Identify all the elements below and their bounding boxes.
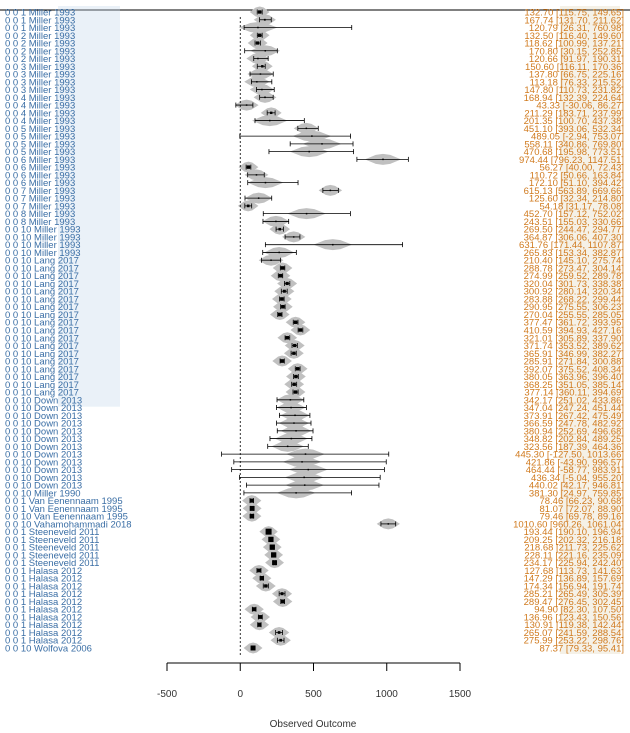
ci-annotation: 234.17 [225.94, 242.40] (523, 558, 624, 570)
point-estimate (291, 438, 293, 440)
point-estimate (265, 50, 267, 52)
study-label: 0 0 4 Miller 1993 (5, 116, 76, 128)
point-estimate (264, 19, 266, 21)
ci-annotation: 120.79 [26.31, 760.98] (528, 23, 624, 35)
ci-annotation: 392.07 [375.52, 408.34] (523, 364, 624, 376)
point-estimate (303, 477, 305, 479)
study-label: 0 0 10 Miller 1990 (5, 488, 81, 500)
ci-annotation: 377.14 [360.11, 394.69] (524, 387, 624, 399)
study-label: 0 0 10 Lang 2017 (5, 325, 79, 337)
ci-annotation: 445.30 [-127.50, 1013.66] (515, 449, 624, 461)
study-label: 0 0 1 Miller 1993 (5, 7, 76, 19)
point-estimate (257, 569, 261, 573)
point-estimate (257, 623, 261, 627)
ci-annotation: 373.91 [267.42, 475.49] (523, 410, 624, 422)
point-estimate (290, 407, 292, 409)
point-estimate (256, 174, 257, 176)
point-estimate (271, 552, 276, 557)
ci-annotation: 87.37 [79.33, 95.41] (539, 643, 624, 655)
point-estimate (275, 221, 277, 223)
ci-annotation: 289.47 [276.45, 302.45] (523, 596, 624, 608)
ci-annotation: 209.25 [202.32, 216.18] (523, 534, 624, 546)
point-estimate (295, 492, 297, 494)
study-label: 0 0 10 Lang 2017 (5, 372, 79, 384)
point-estimate (281, 600, 285, 604)
study-label: 0 0 10 Lang 2017 (5, 379, 79, 391)
ci-annotation: 132.70 [115.75, 149.65] (524, 7, 624, 19)
study-label: 0 0 10 Lang 2017 (5, 356, 79, 368)
ci-annotation: 380.05 [363.96, 396.40] (523, 372, 624, 384)
x-tick-label: 0 (237, 689, 244, 700)
ci-annotation: 365.91 [346.99, 382.27] (523, 348, 624, 360)
study-label: 0 0 10 Lang 2017 (5, 387, 79, 399)
ci-annotation: 167.74 [131.70, 211.62] (524, 15, 624, 27)
study-label: 0 0 2 Miller 1993 (5, 38, 76, 50)
study-label: 0 0 3 Miller 1993 (5, 77, 76, 89)
study-label: 0 0 1 Steeneveld 2011 (5, 558, 100, 570)
point-estimate (311, 135, 313, 137)
ci-annotation: 174.34 [156.94, 191.74] (523, 581, 624, 593)
ci-annotation: 78.46 [66.23, 90.68] (539, 496, 624, 508)
study-label: 0 0 1 Miller 1993 (5, 15, 76, 27)
point-estimate (304, 484, 306, 486)
ci-annotation: 366.59 [247.78, 482.92] (523, 418, 624, 430)
ci-annotation: 380.94 [252.69, 496.68] (523, 426, 624, 438)
point-estimate (295, 430, 297, 432)
point-estimate (257, 58, 259, 60)
ci-annotation: 323.56 [187.39, 464.36] (523, 441, 624, 453)
ci-annotation: 558.11 [340.86, 769.80] (524, 139, 624, 151)
point-estimate (296, 367, 299, 370)
ci-annotation: 56.27 [40.00, 72.43] (539, 162, 624, 174)
ci-annotation: 290.95 [275.55, 306.23] (523, 302, 624, 314)
ci-annotation: 377.47 [361.72, 393.95] (523, 317, 624, 329)
point-estimate (247, 165, 250, 168)
study-label: 0 0 1 Halasa 2012 (5, 612, 83, 624)
study-label: 0 0 6 Miller 1993 (5, 170, 76, 182)
study-label: 0 0 5 Miller 1993 (5, 147, 76, 159)
ci-annotation: 120.66 [91.97, 190.31] (528, 54, 624, 66)
study-label: 0 0 4 Miller 1993 (5, 108, 76, 120)
ci-annotation: 283.88 [268.22, 299.44] (523, 294, 624, 306)
study-label: 0 0 7 Miller 1993 (5, 185, 76, 197)
ci-annotation: 470.68 [195.98, 773.51] (523, 147, 624, 159)
point-estimate (252, 607, 256, 611)
study-label: 0 0 2 Miller 1993 (5, 30, 76, 42)
study-label: 0 0 10 Lang 2017 (5, 348, 79, 360)
point-estimate (294, 375, 297, 378)
point-estimate (293, 383, 296, 386)
ci-annotation: 94.90 [82.30, 107.50] (534, 604, 624, 616)
point-estimate (270, 112, 272, 114)
point-estimate (332, 244, 334, 246)
point-estimate (286, 282, 289, 285)
study-label: 0 0 8 Miller 1993 (5, 209, 76, 221)
point-estimate (286, 336, 289, 339)
study-label: 0 0 5 Miller 1993 (5, 123, 76, 135)
ci-annotation: 436.34 [-5.04, 955.20] (531, 472, 624, 484)
point-estimate (264, 584, 267, 587)
study-label: 0 0 10 Van Eenennaam 1995 (5, 511, 128, 523)
study-label: 0 0 10 Lang 2017 (5, 255, 79, 267)
ci-annotation: 348.82 [202.84, 489.25] (523, 434, 624, 446)
ci-annotation: 228.11 [221.16, 235.09] (524, 550, 624, 562)
point-estimate (308, 151, 310, 153)
ci-annotation: 218.68 [211.73, 225.62] (524, 542, 624, 554)
ci-annotation: 421.86 [-43.90, 996.57] (525, 457, 624, 469)
point-estimate (293, 422, 295, 424)
ci-annotation: 368.25 [351.05, 385.14] (523, 379, 624, 391)
study-label: 0 0 2 Miller 1993 (5, 46, 76, 58)
ci-annotation: 54.18 [31.17, 78.08] (539, 201, 624, 213)
point-estimate (250, 514, 255, 519)
point-estimate (260, 73, 262, 75)
study-label: 0 0 10 Down 2013 (5, 472, 83, 484)
point-estimate (293, 236, 295, 238)
ci-annotation: 285.91 [271.84, 300.88] (523, 356, 624, 368)
point-estimate (388, 523, 390, 525)
ci-annotation: 274.99 [259.52, 289.78] (523, 271, 624, 283)
study-label: 0 0 10 Down 2013 (5, 465, 83, 477)
study-label: 0 0 1 Halasa 2012 (5, 581, 83, 593)
point-estimate (258, 34, 261, 37)
point-estimate (272, 560, 277, 565)
ci-annotation: 136.96 [123.43, 150.56] (523, 612, 624, 624)
point-estimate (306, 213, 308, 215)
study-label: 0 0 10 Down 2013 (5, 449, 83, 461)
point-estimate (258, 10, 261, 13)
x-axis-title: Observed Outcome (269, 719, 357, 730)
study-label: 0 0 1 Halasa 2012 (5, 627, 83, 639)
point-estimate (250, 506, 255, 511)
x-tick-label: 500 (305, 689, 322, 700)
ci-annotation: 172.10 [51.10, 394.42] (528, 178, 624, 190)
ci-annotation: 170.80 [30.15, 252.85] (528, 46, 624, 58)
study-label: 0 0 1 Steeneveld 2011 (5, 534, 100, 546)
point-estimate (257, 27, 259, 29)
study-label: 0 0 1 Steeneveld 2011 (5, 527, 100, 539)
ci-annotation: 364.87 [306.06, 407.30] (523, 232, 624, 244)
point-estimate (283, 290, 286, 293)
point-estimate (256, 41, 259, 44)
point-estimate (306, 128, 308, 130)
study-label: 0 0 10 Lang 2017 (5, 278, 79, 290)
study-label: 0 0 8 Miller 1993 (5, 216, 76, 228)
study-label: 0 0 10 Vahamohammadi 2018 (5, 519, 132, 531)
study-label: 0 0 1 Halasa 2012 (5, 573, 83, 585)
study-label: 0 0 1 Halasa 2012 (5, 589, 83, 601)
ci-annotation: 118.62 [100.99, 137.21] (524, 38, 624, 50)
point-estimate (258, 615, 262, 619)
ci-annotation: 615.13 [563.89, 669.66] (523, 185, 624, 197)
study-label: 0 0 10 Miller 1993 (5, 224, 81, 236)
study-label: 0 0 10 Miller 1993 (5, 232, 81, 244)
study-label: 0 0 10 Down 2013 (5, 426, 83, 438)
ci-annotation: 193.44 [190.10, 196.94] (523, 527, 624, 539)
study-label: 0 0 1 Halasa 2012 (5, 620, 83, 632)
ci-annotation: 125.60 [32.34, 214.80] (528, 193, 624, 205)
study-label: 0 0 1 Van Eenennaam 1995 (5, 496, 123, 508)
ci-annotation: 211.29 [183.71, 237.99] (524, 108, 624, 120)
study-label: 0 0 10 Down 2013 (5, 441, 83, 453)
study-label: 0 0 10 Lang 2017 (5, 286, 79, 298)
study-label: 0 0 10 Lang 2017 (5, 271, 79, 283)
study-label: 0 0 10 Miller 1993 (5, 240, 81, 252)
ci-annotation: 381.30 [24.97, 759.85] (528, 488, 624, 500)
point-estimate (260, 576, 264, 580)
study-label: 0 0 10 Lang 2017 (5, 317, 79, 329)
point-estimate (305, 453, 307, 455)
ci-annotation: 410.59 [394.93, 427.16] (523, 325, 624, 337)
point-estimate (292, 352, 295, 355)
study-label: 0 0 1 Halasa 2012 (5, 635, 83, 647)
ci-annotation: 168.94 [132.39, 224.64] (523, 92, 624, 104)
study-label: 0 0 1 Van Eenennaam 1995 (5, 503, 123, 515)
ci-annotation: 342.17 [251.02, 433.86] (523, 395, 624, 407)
study-label: 0 0 4 Miller 1993 (5, 92, 76, 104)
ci-annotation: 150.60 [116.11, 170.36] (525, 61, 624, 73)
point-estimate (279, 639, 282, 642)
ci-annotation: 440.02 [42.17, 946.81] (528, 480, 624, 492)
study-label: 0 0 1 Halasa 2012 (5, 604, 83, 616)
study-label: 0 0 10 Down 2013 (5, 457, 83, 469)
point-estimate (382, 159, 384, 161)
ci-annotation: 132.50 [116.40, 149.60] (524, 30, 624, 42)
study-label: 0 0 10 Wolfova 2006 (5, 643, 92, 655)
study-label: 0 0 3 Miller 1993 (5, 61, 76, 73)
point-estimate (270, 259, 272, 261)
ci-annotation: 347.04 [247.24, 451.44] (523, 403, 624, 415)
ci-annotation: 270.04 [255.55, 285.05] (523, 309, 624, 321)
ci-annotation: 201.35 [100.70, 437.38] (523, 116, 624, 128)
study-label: 0 0 10 Lang 2017 (5, 302, 79, 314)
ci-annotation: 79.46 [69.78, 89.16] (539, 511, 624, 523)
ci-annotation: 137.80 [66.75, 225.16] (528, 69, 624, 81)
study-label: 0 0 1 Steeneveld 2011 (5, 542, 100, 554)
study-label: 0 0 5 Miller 1993 (5, 139, 76, 151)
point-estimate (290, 399, 292, 401)
ci-annotation: 43.33 [-30.06, 86.27] (536, 100, 624, 112)
point-estimate (270, 545, 275, 550)
point-estimate (278, 631, 281, 634)
point-estimate (280, 359, 284, 363)
study-label: 0 0 1 Halasa 2012 (5, 565, 83, 577)
ci-annotation: 243.51 [155.03, 330.66] (523, 216, 624, 228)
point-estimate (251, 646, 256, 651)
study-label: 0 0 10 Lang 2017 (5, 263, 79, 275)
ci-annotation: 288.78 [273.47, 304.14] (523, 263, 624, 275)
study-label: 0 0 6 Miller 1993 (5, 178, 76, 190)
study-label: 0 0 10 Lang 2017 (5, 294, 79, 306)
x-tick-label: -500 (156, 689, 178, 700)
ci-annotation: 269.50 [244.47, 294.77] (523, 224, 624, 236)
point-estimate (281, 266, 285, 270)
point-estimate (280, 297, 284, 301)
point-estimate (299, 328, 302, 331)
point-estimate (293, 344, 296, 347)
study-label: 0 0 1 Halasa 2012 (5, 596, 83, 608)
study-label: 0 0 10 Lang 2017 (5, 309, 79, 321)
x-tick-label: 1500 (448, 689, 472, 700)
study-label: 0 0 10 Down 2013 (5, 480, 83, 492)
x-tick-label: 1000 (375, 689, 398, 700)
ci-annotation: 464.44 [-58.77, 983.91] (525, 465, 624, 477)
study-label: 0 0 10 Down 2013 (5, 418, 83, 430)
point-estimate (268, 537, 273, 542)
point-estimate (278, 228, 281, 231)
ci-annotation: 127.68 [113.73, 141.63] (524, 565, 624, 577)
point-estimate (269, 120, 271, 122)
point-estimate (301, 461, 303, 463)
study-label: 0 0 10 Down 2013 (5, 410, 83, 422)
point-estimate (294, 321, 297, 324)
ci-annotation: 631.76 [171.44, 1107.87] (519, 240, 624, 252)
study-label: 0 0 2 Miller 1993 (5, 54, 76, 66)
ci-annotation: 147.29 [136.89, 157.69] (523, 573, 624, 585)
ci-annotation: 489.05 [-2.94, 753.07] (531, 131, 624, 143)
point-estimate (330, 190, 332, 192)
study-label: 0 0 10 Lang 2017 (5, 341, 79, 353)
point-estimate (247, 205, 250, 208)
study-label: 0 0 6 Miller 1993 (5, 162, 76, 174)
ci-annotation: 147.80 [110.73, 231.82] (524, 85, 624, 97)
point-estimate (321, 143, 323, 145)
ci-annotation: 300.92 [280.14, 320.34] (523, 286, 624, 298)
study-label: 0 0 4 Miller 1993 (5, 100, 76, 112)
point-estimate (261, 65, 263, 67)
ci-annotation: 451.10 [393.06, 532.34] (523, 123, 624, 135)
study-label: 0 0 10 Down 2013 (5, 395, 83, 407)
study-label: 0 0 7 Miller 1993 (5, 193, 76, 205)
study-label: 0 0 10 Down 2013 (5, 434, 83, 446)
point-estimate (287, 446, 289, 448)
point-estimate (281, 305, 285, 309)
ci-annotation: 974.44 [796.23, 1147.51] (519, 154, 624, 166)
ci-annotation: 113.18 [76.33, 215.52] (529, 77, 624, 89)
ci-annotation: 320.04 [301.73, 338.38] (523, 278, 624, 290)
study-label: 0 0 1 Miller 1993 (5, 23, 76, 35)
study-label: 0 0 7 Miller 1993 (5, 201, 76, 213)
point-estimate (294, 415, 296, 417)
ci-annotation: 275.99 [253.22, 298.76] (523, 635, 624, 647)
point-estimate (266, 529, 272, 535)
ci-annotation: 110.72 [50.66, 163.84] (529, 170, 624, 182)
point-estimate (261, 89, 263, 91)
study-label: 0 0 10 Miller 1993 (5, 247, 81, 259)
study-label: 0 0 10 Down 2013 (5, 403, 83, 415)
ci-annotation: 265.07 [241.59, 288.54] (523, 627, 624, 639)
ci-annotation: 1010.60 [960.26, 1061.04] (513, 519, 624, 531)
study-label: 0 0 1 Steeneveld 2011 (5, 550, 100, 562)
ci-annotation: 130.91 [119.38, 142.44] (524, 620, 624, 632)
ci-annotation: 81.07 [72.07, 88.90] (539, 503, 624, 515)
point-estimate (278, 313, 282, 317)
study-label: 0 0 10 Lang 2017 (5, 333, 79, 345)
point-estimate (258, 197, 260, 199)
point-estimate (294, 390, 297, 393)
ci-annotation: 265.83 [153.34, 382.87] (523, 247, 624, 259)
study-label: 0 0 3 Miller 1993 (5, 69, 76, 81)
study-label: 0 0 6 Miller 1993 (5, 154, 76, 166)
study-label: 0 0 5 Miller 1993 (5, 131, 76, 143)
point-estimate (308, 469, 310, 471)
point-estimate (281, 592, 284, 595)
ci-annotation: 285.21 [265.49, 305.39] (523, 589, 624, 601)
point-estimate (246, 104, 248, 106)
ci-annotation: 371.74 [353.52, 389.62] (523, 341, 624, 353)
point-estimate (265, 182, 267, 184)
point-estimate (256, 81, 258, 83)
point-estimate (250, 499, 254, 503)
point-estimate (279, 274, 283, 278)
point-estimate (278, 252, 280, 254)
study-label: 0 0 10 Lang 2017 (5, 364, 79, 376)
study-label: 0 0 3 Miller 1993 (5, 85, 76, 97)
ci-annotation: 452.70 [157.12, 752.02] (523, 209, 624, 221)
ci-annotation: 321.01 [305.89, 337.90] (523, 333, 624, 345)
point-estimate (264, 97, 266, 99)
ci-annotation: 210.40 [145.10, 275.74] (523, 255, 624, 267)
